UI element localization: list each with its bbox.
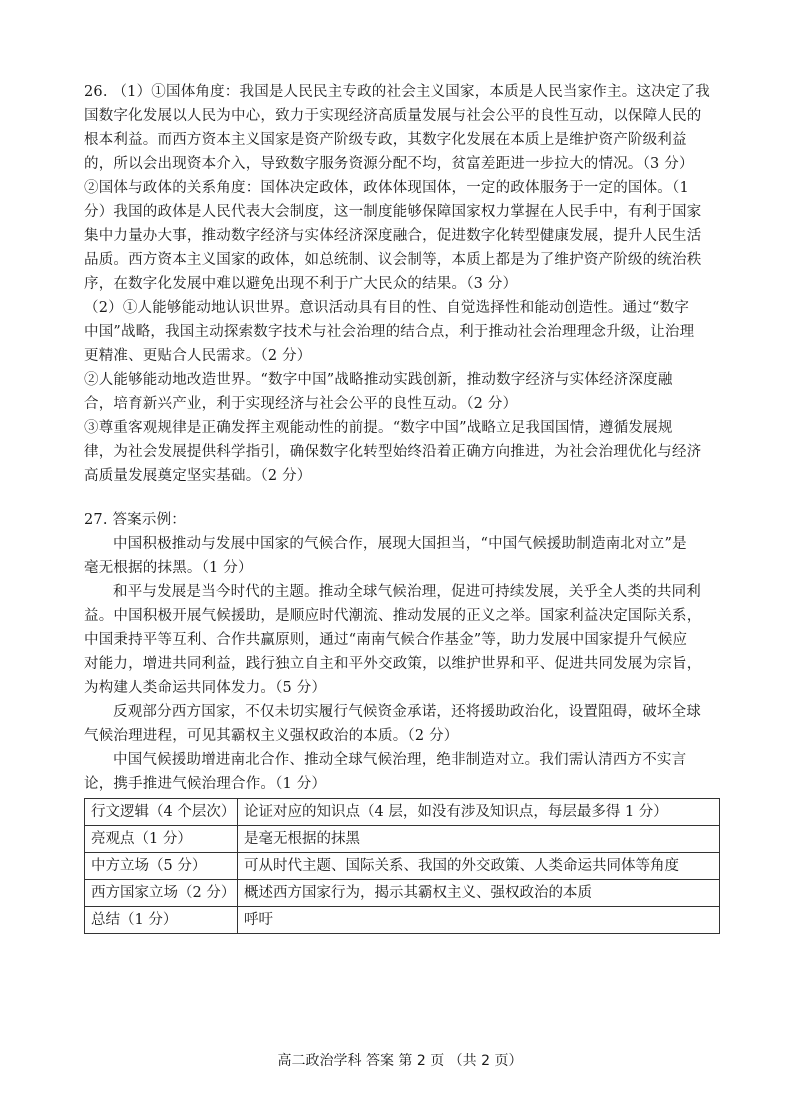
question-27-heading: 27. 答案示例：: [84, 512, 186, 528]
answer-line: 论，携手推进气候治理合作。（1 分）: [84, 776, 327, 792]
rubric-row: [85, 907, 720, 934]
answer-line: 更精准、更贴合人民需求。（2 分）: [84, 348, 312, 364]
question-27-answer: [84, 532, 720, 796]
answer-line: 品质。西方资本主义国家的政体，如总统制、议会制等，本质上都是为了维护资产阶级的统治秩: [84, 252, 702, 268]
rubric-row: [85, 853, 720, 880]
answer-line: 国数字化发展以人民为中心，致力于实现经济高质量发展与社会公平的良性互动，以保障人民的: [84, 108, 702, 124]
answer-line: 和平与发展是当今时代的主题。推动全球气候治理，促进可持续发展，关乎全人类的共同利: [113, 584, 701, 600]
rubric-description: 是毫无根据的抹黑: [238, 826, 720, 853]
rubric-row: [85, 826, 720, 853]
rubric-row: [85, 799, 720, 826]
answer-line: 合，培育新兴产业，利于实现经济与社会公平的良性互动。（2 分）: [84, 396, 518, 412]
answer-line: 气候治理进程，可见其霸权主义强权政治的本质。（2 分）: [84, 728, 459, 744]
answer-line: 根本利益。而西方资本主义国家是资产阶级专政，其数字化发展在本质上是维护资产阶级利益: [84, 132, 687, 148]
rubric-criterion: 中方立场（5 分）: [85, 853, 238, 880]
rubric-criterion: 总结（1 分）: [85, 907, 238, 934]
answer-line: 益。中国积极开展气候援助，是顺应时代潮流、推动发展的正义之举。国家利益决定国际关系，: [84, 608, 702, 624]
rubric-description: 论证对应的知识点（4 层，如没有涉及知识点，每层最多得 1 分）: [238, 799, 720, 826]
rubric-description: 概述西方国家行为，揭示其霸权主义、强权政治的本质: [238, 880, 720, 907]
answer-line: 序，在数字化发展中难以避免出现不利于广大民众的结果。（3 分）: [84, 276, 518, 292]
question-26-answer: [84, 80, 720, 488]
answer-line: 律，为社会发展提供科学指引，确保数字化转型始终沿着正确方向推进，为社会治理优化与经济: [84, 444, 702, 460]
answer-page: [84, 80, 720, 934]
answer-line: 为构建人类命运共同体发力。（5 分）: [84, 680, 327, 696]
answer-line: 分）我国的政体是人民代表大会制度，这一制度能够保障国家权力掌握在人民手中，有利于国家: [84, 204, 702, 220]
answer-line: （2）①人能够能动地认识世界。意识活动具有目的性、自觉选择性和能动创造性。通过“数字: [84, 300, 690, 316]
answer-line: ②国体与政体的关系角度：国体决定政体，政体体现国体，一定的政体服务于一定的国体。（1: [84, 180, 689, 196]
answer-line: 高质量发展奠定坚实基础。（2 分）: [84, 468, 312, 484]
answer-line: 26. （1）①国体角度：我国是人民民主专政的社会主义国家，本质是人民当家作主。这决定了我: [84, 84, 710, 100]
answer-line: 毫无根据的抹黑。（1 分）: [84, 560, 253, 576]
answer-line: 对能力，增进共同利益，践行独立自主和平外交政策，以维护世界和平、促进共同发展为宗旨，: [84, 656, 702, 672]
answer-line: 反观部分西方国家，不仅未切实履行气候资金承诺，还将援助政治化，设置阻碍，破坏全球: [113, 704, 701, 720]
answer-line: 集中力量办大事，推动数字经济与实体经济深度融合，促进数字化转型健康发展，提升人民生活: [84, 228, 702, 244]
rubric-criterion: 行文逻辑（4 个层次）: [85, 799, 238, 826]
rubric-description: 可从时代主题、国际关系、我国的外交政策、人类命运共同体等角度: [238, 853, 720, 880]
answer-line: 的，所以会出现资本介入，导致数字服务资源分配不均，贫富差距进一步拉大的情况。（3 分）: [84, 156, 694, 172]
answer-line: 中国积极推动与发展中国家的气候合作，展现大国担当，“中国气候援助制造南北对立”是: [113, 536, 687, 552]
scoring-rubric-table: [84, 798, 720, 934]
rubric-row: [85, 880, 720, 907]
answer-line: 中国秉持平等互利、合作共赢原则，通过“南南气候合作基金”等，助力发展中国家提升气候应: [84, 632, 688, 648]
rubric-description: 呼吁: [238, 907, 720, 934]
section-gap: [84, 488, 720, 508]
rubric-criterion: 西方国家立场（2 分）: [85, 880, 238, 907]
answer-line: ②人能够能动地改造世界。“数字中国”战略推动实践创新，推动数字经济与实体经济深度融: [84, 372, 673, 388]
answer-line: 中国气候援助增进南北合作、推动全球气候治理，绝非制造对立。我们需认清西方不实言: [113, 752, 687, 768]
answer-line: ③尊重客观规律是正确发挥主观能动性的前提。“数字中国”战略立足我国国情，遵循发展规: [84, 420, 673, 436]
answer-line: 中国”战略，我国主动探索数字技术与社会治理的结合点，利于推动社会治理理念升级，让治理: [84, 324, 695, 340]
page-footer: 高二政治学科 答案 第 2 页 （共 2 页）: [277, 1053, 523, 1069]
rubric-criterion: 亮观点（1 分）: [85, 826, 238, 853]
